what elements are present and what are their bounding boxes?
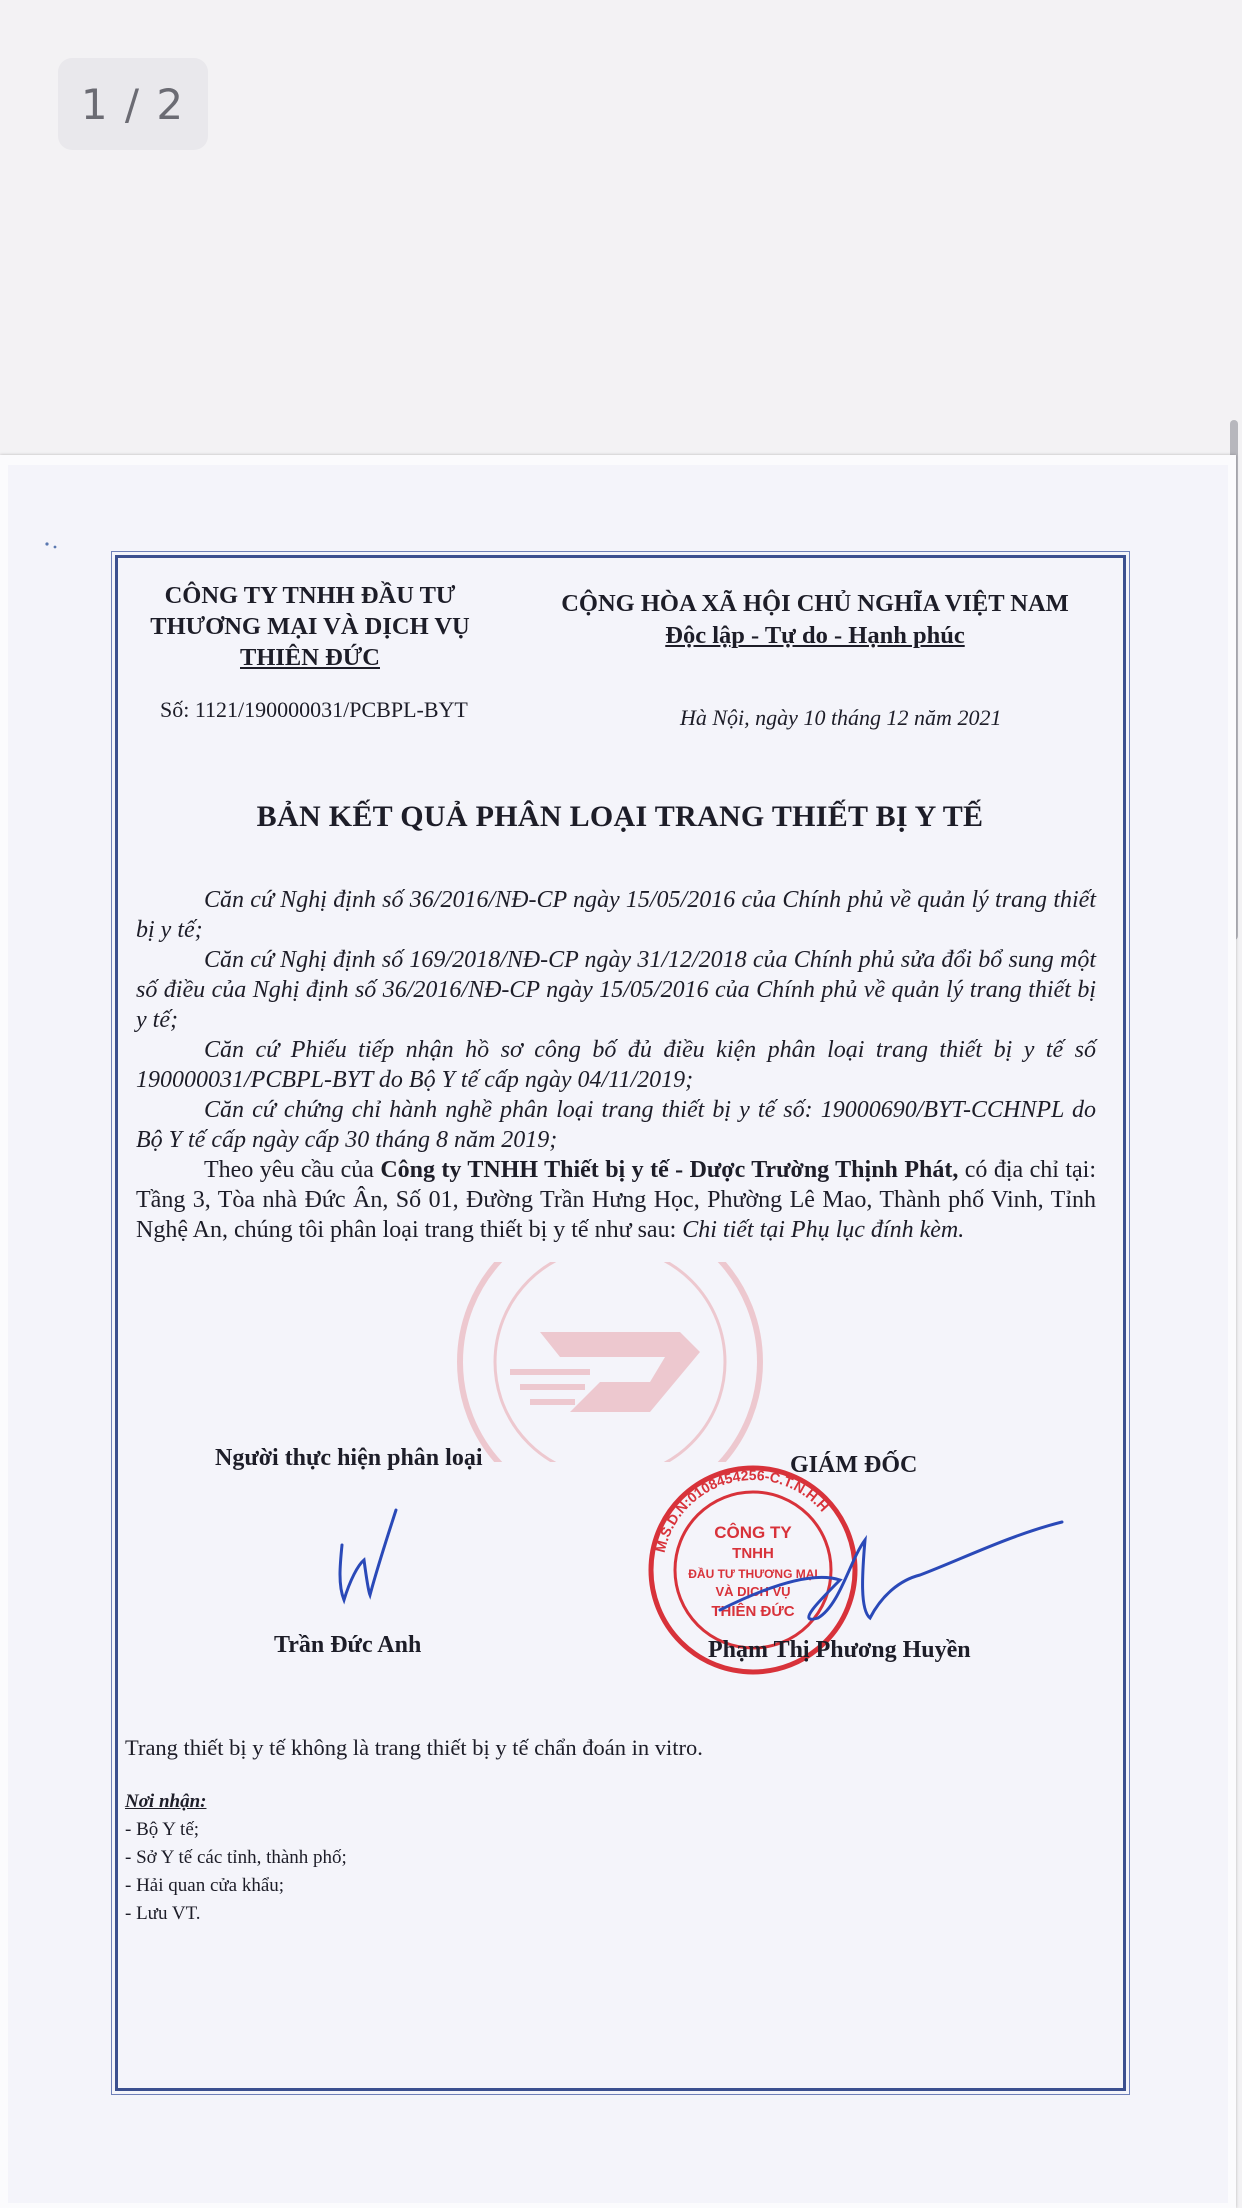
document-body bbox=[136, 885, 1096, 1245]
recipients-title: Nơi nhận: bbox=[125, 1791, 207, 1812]
classifier-signature bbox=[330, 1505, 400, 1605]
seal-line-4: VÀ DỊCH VỤ bbox=[715, 1584, 791, 1599]
document-title: BẢN KẾT QUẢ PHÂN LOẠI TRANG THIẾT BỊ Y TẾ bbox=[256, 800, 984, 833]
request-prefix: Theo yêu cầu của bbox=[204, 1157, 381, 1183]
national-header bbox=[545, 588, 1085, 652]
national-motto: Độc lập - Tự do - Hạnh phúc bbox=[665, 622, 965, 649]
national-title: CỘNG HÒA XÃ HỘI CHỦ NGHĨA VIỆT NAM bbox=[561, 590, 1069, 617]
issuer-line-1: CÔNG TY TNHH ĐẦU TƯ bbox=[164, 582, 456, 609]
recipients-block bbox=[125, 1788, 347, 1928]
page-indicator: 1 / 2 bbox=[58, 58, 208, 150]
legal-basis-4: Căn cứ chứng chỉ hành nghề phân loại trang thiết bị y tế số: 19000690/BYT-CCHNPL do Bộ Y tế cấp ngày cấp 30 tháng 8 năm 2019; bbox=[136, 1097, 1096, 1153]
request-paragraph bbox=[136, 1155, 1096, 1245]
director-title: GIÁM ĐỐC bbox=[790, 1452, 918, 1478]
recipient-item: - Hải quan cửa khẩu; bbox=[125, 1875, 285, 1896]
seal-line-1: CÔNG TY bbox=[714, 1523, 792, 1542]
recipient-item: - Bộ Y tế; bbox=[125, 1819, 200, 1840]
director-signature bbox=[700, 1500, 1070, 1650]
classifier-title: Người thực hiện phân loại bbox=[215, 1445, 483, 1471]
document-number: Số: 1121/190000031/PCBPL-BYT bbox=[160, 697, 468, 722]
document-date: Hà Nội, ngày 10 tháng 12 năm 2021 bbox=[680, 705, 1002, 730]
recipient-item: - Lưu VT. bbox=[125, 1903, 201, 1924]
company-logo-watermark bbox=[450, 1262, 770, 1462]
issuer-line-2: THƯƠNG MẠI VÀ DỊCH VỤ bbox=[150, 613, 470, 640]
request-middle: có địa chỉ tại: Tầng 3, Tòa nhà Đức Ân, Số 01, Đường Trần Hưng Học, Phường Lê Mao, Thành phố Vinh, Tỉnh Nghệ An, chúng tôi phân loại trang thiết bị y tế như sau: bbox=[136, 1157, 1097, 1243]
ivd-note: Trang thiết bị y tế không là trang thiết bị y tế chẩn đoán in vitro. bbox=[125, 1735, 703, 1760]
request-company: Công ty TNHH Thiết bị y tế - Dược Trường Thịnh Phát, bbox=[380, 1157, 959, 1183]
recipient-item: - Sở Y tế các tỉnh, thành phố; bbox=[125, 1847, 347, 1868]
director-name: Phạm Thị Phương Huyền bbox=[708, 1637, 971, 1663]
legal-basis-1: Căn cứ Nghị định số 36/2016/NĐ-CP ngày 15/05/2016 của Chính phủ về quản lý trang thiết bị y tế; bbox=[136, 887, 1096, 943]
classifier-name: Trần Đức Anh bbox=[274, 1632, 422, 1658]
seal-line-2: TNHH bbox=[732, 1545, 774, 1562]
issuer-header bbox=[130, 580, 490, 673]
seal-ring-text: M.S.D.N:0108454256-C.T.N.H.H bbox=[651, 1466, 833, 1554]
legal-basis-2: Căn cứ Nghị định số 169/2018/NĐ-CP ngày 31/12/2018 của Chính phủ sửa đổi bổ sung một số điều của Nghị định số 36/2016/NĐ-CP ngày 15/05/2016 của Chính phủ về quản lý trang thiết bị y tế; bbox=[136, 947, 1096, 1033]
request-suffix: Chi tiết tại Phụ lục đính kèm. bbox=[682, 1217, 965, 1243]
scan-speck bbox=[43, 540, 63, 550]
seal-line-5: THIÊN ĐỨC bbox=[711, 1603, 795, 1620]
issuer-line-3: THIÊN ĐỨC bbox=[240, 644, 380, 671]
legal-basis-3: Căn cứ Phiếu tiếp nhận hồ sơ công bố đủ điều kiện phân loại trang thiết bị y tế số 190000031/PCBPL-BYT do Bộ Y tế cấp ngày 04/11/2019; bbox=[136, 1037, 1096, 1093]
seal-line-3: ĐẦU TƯ THƯƠNG MẠI bbox=[688, 1567, 818, 1581]
